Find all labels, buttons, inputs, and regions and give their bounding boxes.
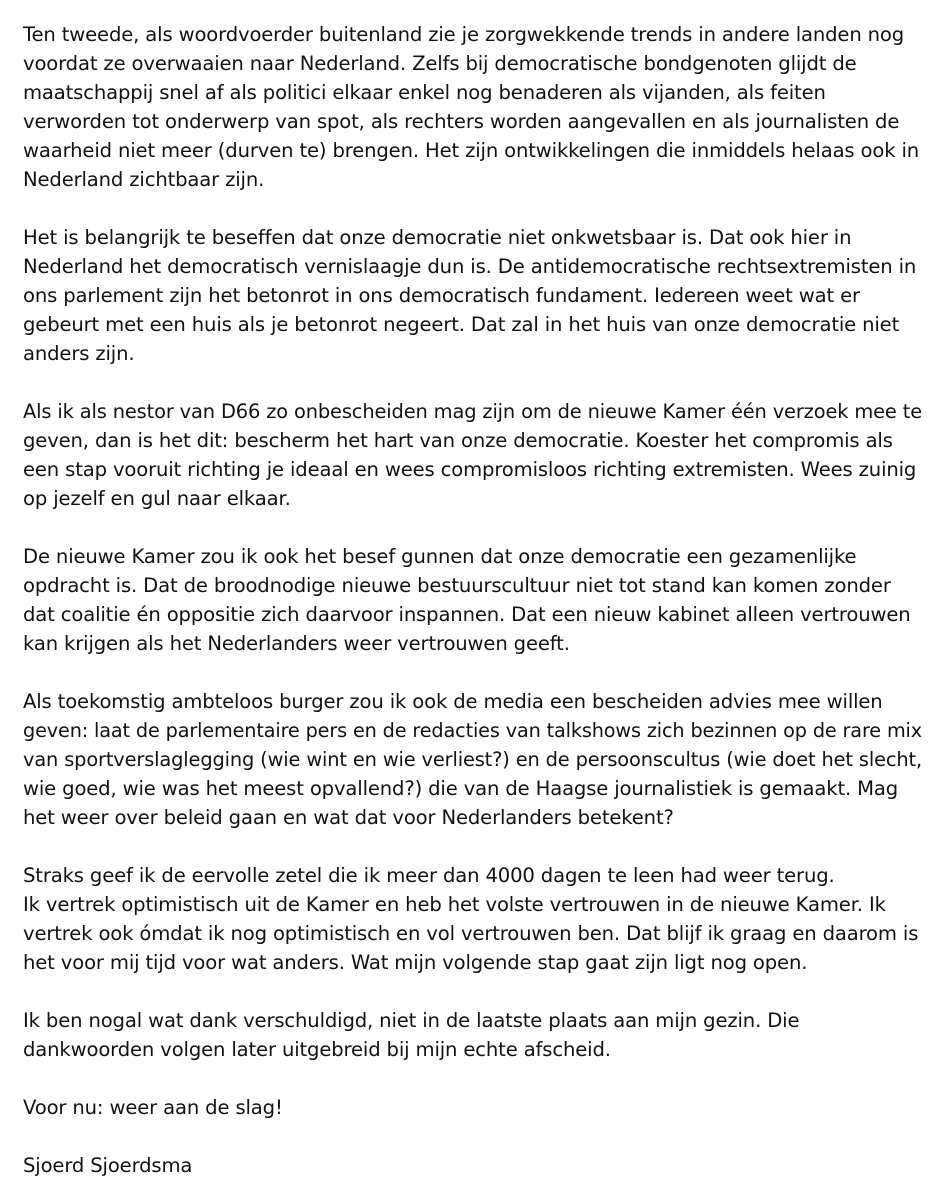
- text-line: wie goed, wie was het meest opvallend?) die van de Haagse journalistiek is gemaakt. Mag: [23, 777, 899, 800]
- paragraph-request-to-chamber: [23, 397, 922, 513]
- text-line: Ten tweede, als woordvoerder buitenland zie je zorgwekkende trends in andere landen nog: [23, 23, 905, 46]
- paragraph-democracy-vulnerable: [23, 223, 922, 368]
- text-line: dat coalitie én oppositie zich daarvoor inspannen. Dat een nieuw kabinet alleen vertrouwen: [23, 603, 911, 626]
- text-line: het voor mij tijd voor wat anders. Wat mijn volgende stap gaat zijn ligt nog open.: [23, 951, 808, 974]
- text-line: verworden tot onderwerp van spot, als rechters worden aangevallen en als journalisten de: [23, 110, 900, 133]
- text-line: waarheid niet meer (durven te) brengen. Het zijn ontwikkelingen die inmiddels helaas ook in: [23, 139, 920, 162]
- text-line: Ik vertrek optimistisch uit de Kamer en heb het volste vertrouwen in de nieuwe Kamer. Ik: [23, 893, 886, 916]
- text-line: opdracht is. Dat de broodnodige nieuwe bestuurscultuur niet tot stand kan komen zonder: [23, 574, 891, 597]
- signature: [23, 1151, 922, 1180]
- text-line: Nederland het democratisch vernislaagje dun is. De antidemocratische rechtsextremisten in: [23, 255, 917, 278]
- text-line: een stap vooruit richting je ideaal en wees compromisloos richting extremisten. Wees zuinig: [23, 458, 917, 481]
- text-line: Als toekomstig ambteloos burger zou ik ook de media een bescheiden advies mee willen: [23, 690, 883, 713]
- signature-name: Sjoerd Sjoerdsma: [23, 1154, 193, 1177]
- text-line: ons parlement zijn het betonrot in ons democratisch fundament. Iedereen weet wat er: [23, 284, 860, 307]
- text-line: anders zijn.: [23, 342, 135, 365]
- paragraph-closing: [23, 1093, 922, 1122]
- text-line: dankwoorden volgen later uitgebreid bij mijn echte afscheid.: [23, 1038, 611, 1061]
- text-line: Ik ben nogal wat dank verschuldigd, niet in de laatste plaats aan mijn gezin. Die: [23, 1009, 800, 1032]
- text-line: maatschappij snel af als politici elkaar enkel nog benaderen als vijanden, als feiten: [23, 81, 826, 104]
- paragraph-joint-task: [23, 542, 922, 658]
- text-line: Straks geef ik de eervolle zetel die ik meer dan 4000 dagen te leen had weer terug.: [23, 864, 835, 887]
- text-line: gebeurt met een huis als je betonrot negeert. Dat zal in het huis van onze democratie niet: [23, 313, 900, 336]
- text-line: Voor nu: weer aan de slag!: [23, 1096, 283, 1119]
- paragraph-media-advice: [23, 687, 922, 832]
- text-line: Het is belangrijk te beseffen dat onze democratie niet onkwetsbaar is. Dat ook hier in: [23, 226, 852, 249]
- text-line: vertrek ook ómdat ik nog optimistisch en vol vertrouwen ben. Dat blijf ik graag en daarom is: [23, 922, 919, 945]
- paragraph-foreign-trends: [23, 20, 922, 194]
- text-line: geven: laat de parlementaire pers en de redacties van talkshows zich bezinnen op de rare mix: [23, 719, 923, 742]
- text-line: geven, dan is het dit: bescherm het hart van onze democratie. Koester het compromis als: [23, 429, 893, 452]
- text-line: Nederland zichtbaar zijn.: [23, 168, 265, 191]
- paragraph-thanks: [23, 1006, 922, 1064]
- text-line: kan krijgen als het Nederlanders weer vertrouwen geeft.: [23, 632, 570, 655]
- text-line: van sportverslaglegging (wie wint en wie verliest?) en de persoonscultus (wie doet het slecht,: [23, 748, 922, 771]
- paragraph-leaving-seat: [23, 861, 922, 977]
- text-line: op jezelf en gul naar elkaar.: [23, 487, 291, 510]
- text-line: het weer over beleid gaan en wat dat voor Nederlanders betekent?: [23, 806, 674, 829]
- text-line: Als ik als nestor van D66 zo onbescheiden mag zijn om de nieuwe Kamer één verzoek mee te: [23, 400, 923, 423]
- text-line: De nieuwe Kamer zou ik ook het besef gunnen dat onze democratie een gezamenlijke: [23, 545, 857, 568]
- text-line: voordat ze overwaaien naar Nederland. Zelfs bij democratische bondgenoten glijdt de: [23, 52, 857, 75]
